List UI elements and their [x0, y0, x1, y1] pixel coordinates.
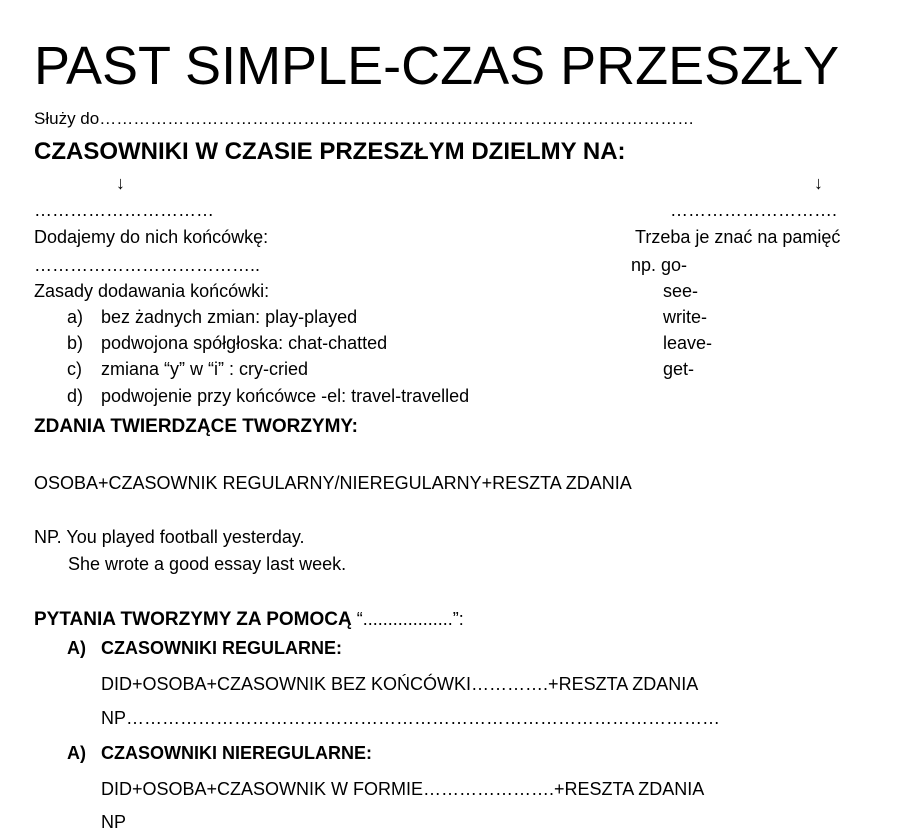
example-verb: see-: [663, 281, 699, 301]
affirmative-example: She wrote a good essay last week.: [68, 554, 347, 574]
affirmative-example: NP. You played football yesterday.: [34, 527, 305, 547]
regular-label: CZASOWNIKI REGULARNE:: [101, 638, 342, 658]
example-verb: np. go-: [631, 255, 688, 275]
questions-heading-blank: “..................”:: [351, 609, 464, 629]
affirmative-formula: OSOBA+CZASOWNIK REGULARNY/NIEREGULARNY+RESZTA ZDANIA: [34, 473, 632, 493]
verbs-heading: CZASOWNIKI W CZASIE PRZESZŁYM DZIELMY NA:: [34, 138, 626, 165]
irregular-label: CZASOWNIKI NIEREGULARNE:: [101, 743, 372, 763]
rule-marker: b): [67, 333, 84, 353]
memorize-label: Trzeba je znać na pamięć: [635, 227, 841, 247]
irregular-formula: DID+OSOBA+CZASOWNIK W FORMIE………………….+RESZTA ZDANIA: [101, 779, 705, 799]
rule-marker: a): [67, 307, 84, 327]
affirmative-heading: ZDANIA TWIERDZĄCE TWORZYMY:: [34, 416, 359, 437]
regular-example: NP………………………………………………………………………………………: [101, 708, 721, 728]
questions-heading: [34, 609, 464, 630]
regular-formula: DID+OSOBA+CZASOWNIK BEZ KOŃCÓWKI………….+RESZTA ZDANIA: [101, 674, 699, 694]
example-verb: write-: [663, 307, 707, 327]
rule-text: podwojenie przy końcówce -el: travel-travelled: [101, 386, 470, 406]
rule-text: zmiana “y” w “i” : cry-cried: [101, 359, 309, 379]
irregular-example: NP: [101, 812, 127, 832]
ending-label: Dodajemy do nich końcówkę:: [34, 227, 269, 247]
ending-blank: ………………………………..: [34, 255, 261, 275]
arrow-down-icon: ↓: [814, 173, 823, 193]
example-verb: get-: [663, 359, 695, 379]
page-title: PAST SIMPLE-CZAS PRZESZŁY: [34, 36, 840, 96]
rule-marker: d): [67, 386, 84, 406]
irregular-marker: A): [67, 743, 86, 763]
example-verb: leave-: [663, 333, 713, 353]
purpose-line: Służy do……………………………………………………………………………………………: [34, 109, 695, 128]
questions-heading-text: PYTANIA TWORZYMY ZA POMOCĄ: [34, 609, 352, 630]
rule-text: podwojona spółgłoska: chat-chatted: [101, 333, 388, 353]
arrow-down-icon: ↓: [116, 173, 125, 193]
regular-blank: …………………………: [34, 200, 214, 220]
rule-text: bez żadnych zmian: play-played: [101, 307, 358, 327]
rules-label: Zasady dodawania końcówki:: [34, 281, 270, 301]
irregular-blank: ……………………….: [670, 200, 838, 220]
regular-marker: A): [67, 638, 86, 658]
rule-marker: c): [67, 359, 82, 379]
